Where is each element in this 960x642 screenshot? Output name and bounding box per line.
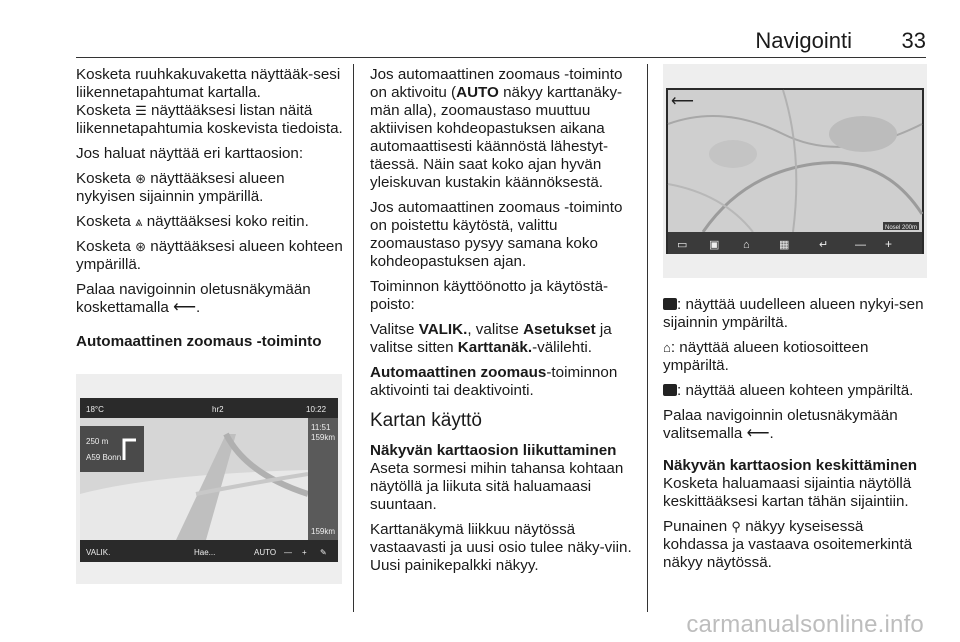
back-button-icon: ↵: [819, 239, 829, 251]
subheading: Automaattinen zoomaus -toiminto: [76, 333, 322, 350]
text: Jos automaattinen zoomaus -toiminto on aktivoitu (: [370, 66, 623, 101]
text: Asetukset: [523, 321, 596, 338]
text: AUTO: [456, 84, 499, 101]
turn-road: A59 Bonn: [86, 453, 122, 462]
text: näyttääksesi listan näitä liikennetapahtumia koskevista tiedoista.: [76, 102, 343, 137]
radio-label: hr2: [212, 405, 224, 414]
text: -välilehti.: [532, 339, 593, 356]
text: .: [769, 425, 774, 442]
paragraph: Aseta sormesi mihin tahansa kohtaan näytöllä ja liikuta sitä haluamaasi suuntaan.: [370, 460, 624, 513]
paragraph: [76, 238, 346, 274]
text: Automaattinen zoomaus: [370, 364, 547, 381]
text: näkyy karttanäky-män alla), zoomaustaso muuttuu aktiivisen kohdeopastuksen aikana automaattisesti käännöstä lähestyt-täessä. Näin saat koko ajan hyvän yleiskuvan kustakin käännöksestä.: [370, 84, 623, 191]
paragraph: [76, 170, 346, 206]
paragraph: [76, 213, 346, 231]
text: : näyttää uudelleen alueen nykyi-sen sijainnin ympäriltä.: [663, 296, 924, 331]
eta-distance-top: 159km: [311, 433, 336, 442]
turn-distance: 250 m: [86, 437, 109, 446]
header-rule: [76, 57, 926, 58]
back-arrow-icon: ⟵: [671, 93, 694, 110]
text: Palaa navigoinnin oletusnäkymään koskettamalla: [76, 281, 311, 316]
text: Kosketa: [76, 238, 131, 255]
column-3: [663, 296, 928, 579]
page-number: 33: [901, 28, 926, 53]
paragraph: Jos automaattinen zoomaus -toiminto on poistettu käytöstä, valittu zoomaustaso pysyy samana koko kohdeopastuksen ajan.: [370, 199, 623, 270]
text: Kosketa: [76, 170, 131, 187]
text: .: [196, 299, 201, 316]
text: Punainen: [663, 518, 728, 535]
list-icon: ☰: [135, 103, 147, 118]
menu-button-label: VALIK.: [86, 548, 111, 557]
home-icon: ⌂: [663, 340, 671, 355]
map-screen-figure: [663, 64, 927, 278]
paragraph: [76, 281, 346, 317]
text: Kosketa: [76, 213, 131, 230]
home-button-icon: ⌂: [743, 239, 750, 251]
paragraph: [663, 296, 928, 332]
paragraph: [663, 518, 928, 572]
column-divider: [353, 64, 354, 612]
chapter-title: Navigointi: [755, 28, 852, 53]
paragraph: [370, 321, 636, 357]
current-position-icon: [663, 298, 677, 310]
subheading: Näkyvän karttaosion liikuttaminen: [370, 442, 617, 459]
route-icon: ⩓: [135, 214, 143, 229]
paragraph: Kosketa ruuhkakuvaketta näyttääk-sesi liikennetapahtumat kartalla.: [76, 66, 341, 101]
page-header: [76, 26, 926, 58]
eta-distance-bottom: 159km: [311, 527, 336, 536]
destination-icon: [663, 384, 677, 396]
column-1: [76, 66, 346, 358]
text: näyttääksesi alueen kohteen ympärillä.: [76, 238, 343, 273]
paragraph: Karttanäkymä liikkuu näytössä vastaavasti ja uusi osio tulee näky-viin. Uusi painikepalkki näkyy.: [370, 521, 632, 574]
text: Karttanäk.: [457, 339, 533, 356]
paragraph: [663, 339, 928, 375]
paragraph: [76, 102, 346, 138]
text: näyttääksesi alueen nykyisen sijainnin ympärillä.: [76, 170, 285, 205]
text: Kosketa: [76, 102, 131, 119]
text: VALIK.: [418, 321, 468, 338]
back-arrow-icon: ⟵: [746, 425, 770, 442]
watermark: carmanualsonline.info: [686, 611, 924, 638]
eta-time: 11:51: [311, 423, 331, 432]
paragraph: [370, 66, 636, 192]
zoom-in-icon: +: [302, 548, 307, 557]
zoom-out-icon: —: [284, 548, 292, 557]
text: : näyttää alueen kotiosoitteen ympäriltä.: [663, 339, 869, 374]
text: Valitse: [370, 321, 419, 338]
paragraph: [663, 382, 928, 400]
back-arrow-icon: ⟵: [173, 299, 197, 316]
text: näkyy kyseisessä kohdassa ja vastaava osoitemerkintä näkyy näytössä.: [663, 518, 913, 571]
text: -toiminnon aktivointi tai deaktivointi.: [370, 364, 618, 399]
map-scale: Nosel 200m: [885, 225, 918, 231]
edit-icon: ✎: [320, 548, 327, 557]
clock-label: 10:22: [306, 405, 327, 414]
text: Palaa navigoinnin oletusnäkymään valitsemalla: [663, 407, 898, 442]
paragraph: [370, 364, 636, 400]
column-2: [370, 66, 636, 582]
auto-zoom-label: AUTO: [254, 548, 277, 557]
paragraph: Toiminnon käyttöönotto ja käytöstä-poisto:: [370, 278, 609, 313]
paragraph: Kosketa haluamaasi sijaintia näytöllä keskittääksesi kartan tähän sijaintiin.: [663, 475, 912, 510]
paragraph: [663, 407, 928, 443]
zoom-in-icon: +: [885, 237, 893, 251]
map-button-icon: ▭: [677, 239, 688, 251]
paragraph: Jos haluat näyttää eri karttaosion:: [76, 145, 304, 162]
destination-button-icon: ▦: [779, 239, 790, 251]
temperature-label: 18°C: [86, 405, 104, 414]
search-button-label: Hae...: [194, 548, 216, 557]
zoom-out-icon: —: [855, 239, 866, 251]
current-position-icon: ⊛: [135, 171, 147, 186]
navigation-screen-figure: [76, 374, 342, 584]
subheading: Näkyvän karttaosion keskittäminen: [663, 457, 918, 474]
text: : näyttää alueen kohteen ympäriltä.: [677, 382, 914, 399]
section-heading: Kartan käyttö: [370, 410, 482, 431]
text: ja valitse sitten: [370, 321, 612, 356]
location-pin-icon: ⚲: [731, 519, 741, 534]
destination-icon: ⊛: [135, 239, 147, 254]
text: , valitse: [467, 321, 524, 338]
column-divider: [647, 64, 648, 612]
current-position-button-icon: ▣: [709, 239, 720, 251]
text: näyttääksesi koko reitin.: [146, 213, 309, 230]
